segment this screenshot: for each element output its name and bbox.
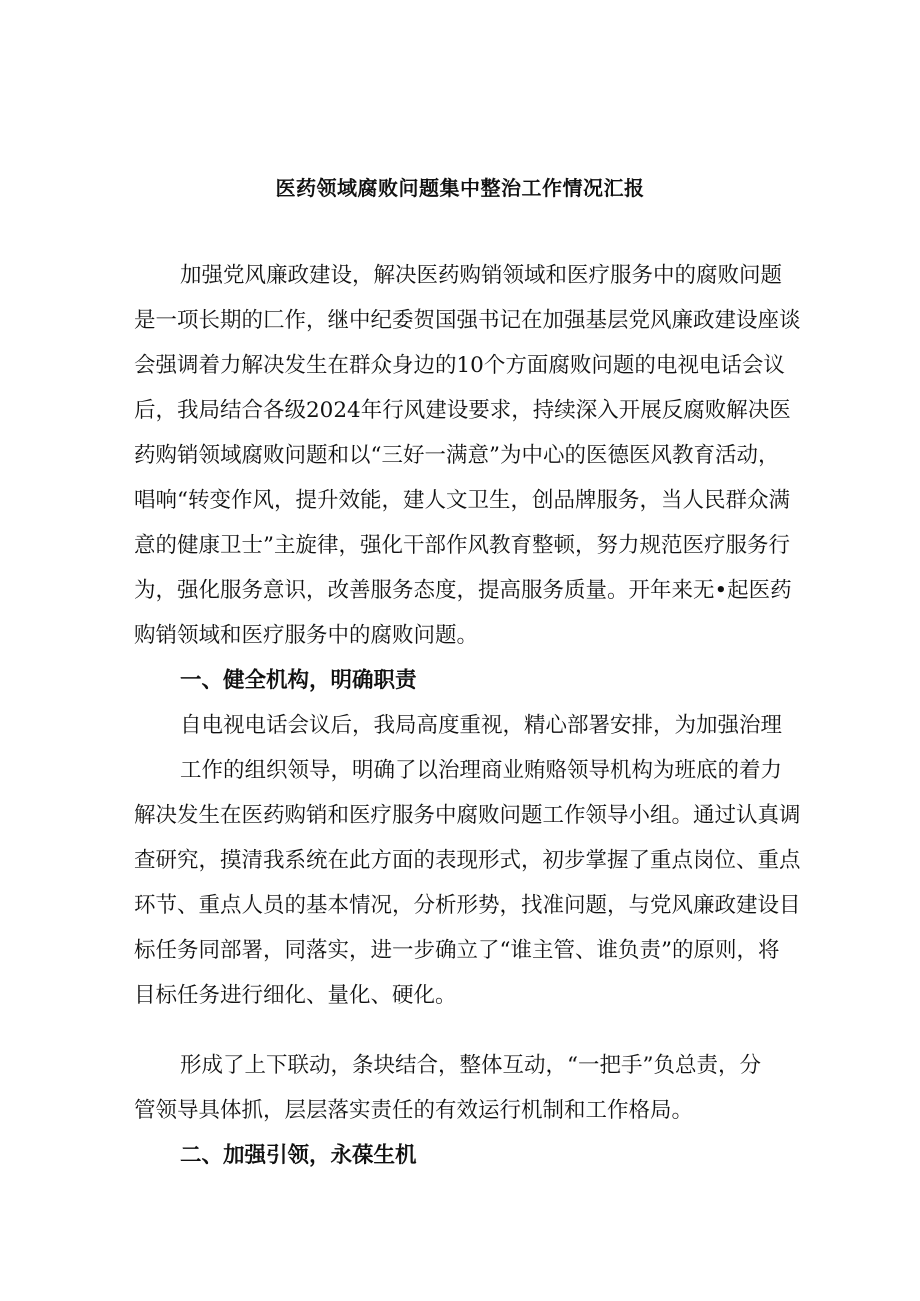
paragraph-line: 唱响“转变作风，提升效能，建人文卫生，创品牌服务，当人民群众满: [134, 488, 790, 513]
document-title: 医药领域腐败问题集中整治工作情况汇报: [275, 176, 645, 200]
paragraph-line: 形成了上下联动，条块结合，整体互动，“一把手”负总责，分: [180, 1053, 761, 1078]
paragraph-line: 意的健康卫士”主旋律，强化干部作风教育整顿，努力规范医疗服务行: [134, 533, 790, 558]
paragraph-line: 为，强化服务意识，改善服务态度，提高服务质量。开年来无•起医药: [134, 578, 792, 603]
paragraph-line: 查研究，摸清我系统在此方面的表现形式，初步掌握了重点岗位、重点: [134, 848, 801, 873]
paragraph-line: 会强调着力解决发生在群众身边的10个方面腐败问题的电视电话会议: [134, 353, 785, 378]
paragraph-line: 工作的组织领导，明确了以治理商业贿赂领导机构为班底的着力: [180, 758, 783, 783]
paragraph-line: 是一项长期的匚作，继中纪委贺国强书记在加强基层党风廉政建设座谈: [134, 308, 801, 333]
paragraph-line: 环节、重点人员的基本情况，分析形势，找准问题，与党风廉政建设目: [134, 893, 801, 918]
section-heading-2: 二、加强引领，永葆生机: [180, 1143, 417, 1168]
paragraph-line: 自电视电话会议后，我局高度重视，精心部署安排，为加强治理: [180, 713, 783, 738]
section-heading-1: 一、健全机构，明确职责: [180, 668, 417, 693]
paragraph-line: 购销领域和医疗服务中的腐败问题。: [134, 623, 479, 648]
paragraph-line: 标任务同部署，同落实，进一步确立了“谁主管、谁负责”的原则，将: [134, 938, 780, 963]
paragraph-line: 目标任务进行细化、量化、硬化。: [134, 983, 457, 1008]
paragraph-line: 加强党风廉政建设，解决医药购销领域和医疗服务中的腐败问题: [180, 263, 783, 288]
paragraph-line: 药购销领域腐败问题和以“三好一满意”为中心的医德医风教育活动，: [134, 443, 780, 468]
paragraph-line: 解决发生在医药购销和医疗服务中腐败问题工作领导小组。通过认真调: [134, 803, 801, 828]
paragraph-line: 后，我局结合各级2024年行风建设要求，持续深入开展反腐败解决医: [134, 398, 791, 423]
paragraph-line: 管领导具体抓，层层落实责任的有效运行机制和工作格局。: [134, 1098, 694, 1123]
